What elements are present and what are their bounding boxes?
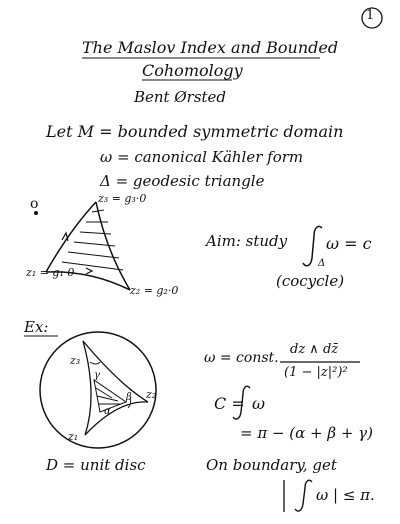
- c-result: = π − (α + β + γ): [240, 424, 373, 442]
- unit-disc: [40, 332, 156, 448]
- omega-denominator: (1 − |z|²)²: [284, 365, 348, 380]
- example-label: Ex:: [24, 318, 49, 336]
- def-line-2: ω = canonical Kähler form: [100, 148, 304, 166]
- omega-lhs: ω = const.: [204, 350, 279, 366]
- unit-disc-label: D = unit disc: [46, 456, 146, 474]
- bound-rhs: ω | ≤ π.: [316, 486, 375, 504]
- vertex-label-left: z₁ = g₁·0: [26, 266, 75, 279]
- page-number: 1: [366, 8, 375, 23]
- c-equals: C =: [214, 394, 245, 413]
- disc-label-z1: z₁: [68, 430, 79, 443]
- omega-numerator: dz ∧ dz̄: [290, 342, 339, 357]
- disc-label-z2: z₂: [146, 388, 157, 401]
- aim-note: (cocycle): [276, 272, 345, 290]
- title-line-1: The Maslov Index and Bounded: [82, 38, 339, 57]
- boundary-text: On boundary, get: [206, 456, 337, 474]
- disc-label-z3: z₃: [70, 354, 81, 367]
- vertex-label-top: z₃ = g₃·0: [98, 192, 147, 205]
- angle-alpha: α: [104, 406, 111, 417]
- bound-integral-sign: [295, 480, 312, 511]
- ideal-triangle: [83, 341, 148, 435]
- def-line-1: Let M = bounded symmetric domain: [46, 122, 344, 141]
- aim-integral-subscript: Δ: [318, 258, 326, 269]
- c-rhs: ω: [252, 394, 266, 413]
- origin-label: o: [30, 196, 39, 212]
- aim-prefix: Aim: study: [206, 232, 288, 250]
- def-line-3: Δ = geodesic triangle: [100, 172, 265, 190]
- title-line-2: Cohomology: [142, 61, 243, 80]
- aim-rhs: ω = c: [326, 234, 372, 253]
- author: Bent Ørsted: [134, 88, 227, 106]
- vertex-label-right: z₂ = g₂·0: [130, 284, 179, 297]
- angle-gamma: γ: [94, 370, 100, 381]
- angle-beta: β: [126, 392, 132, 403]
